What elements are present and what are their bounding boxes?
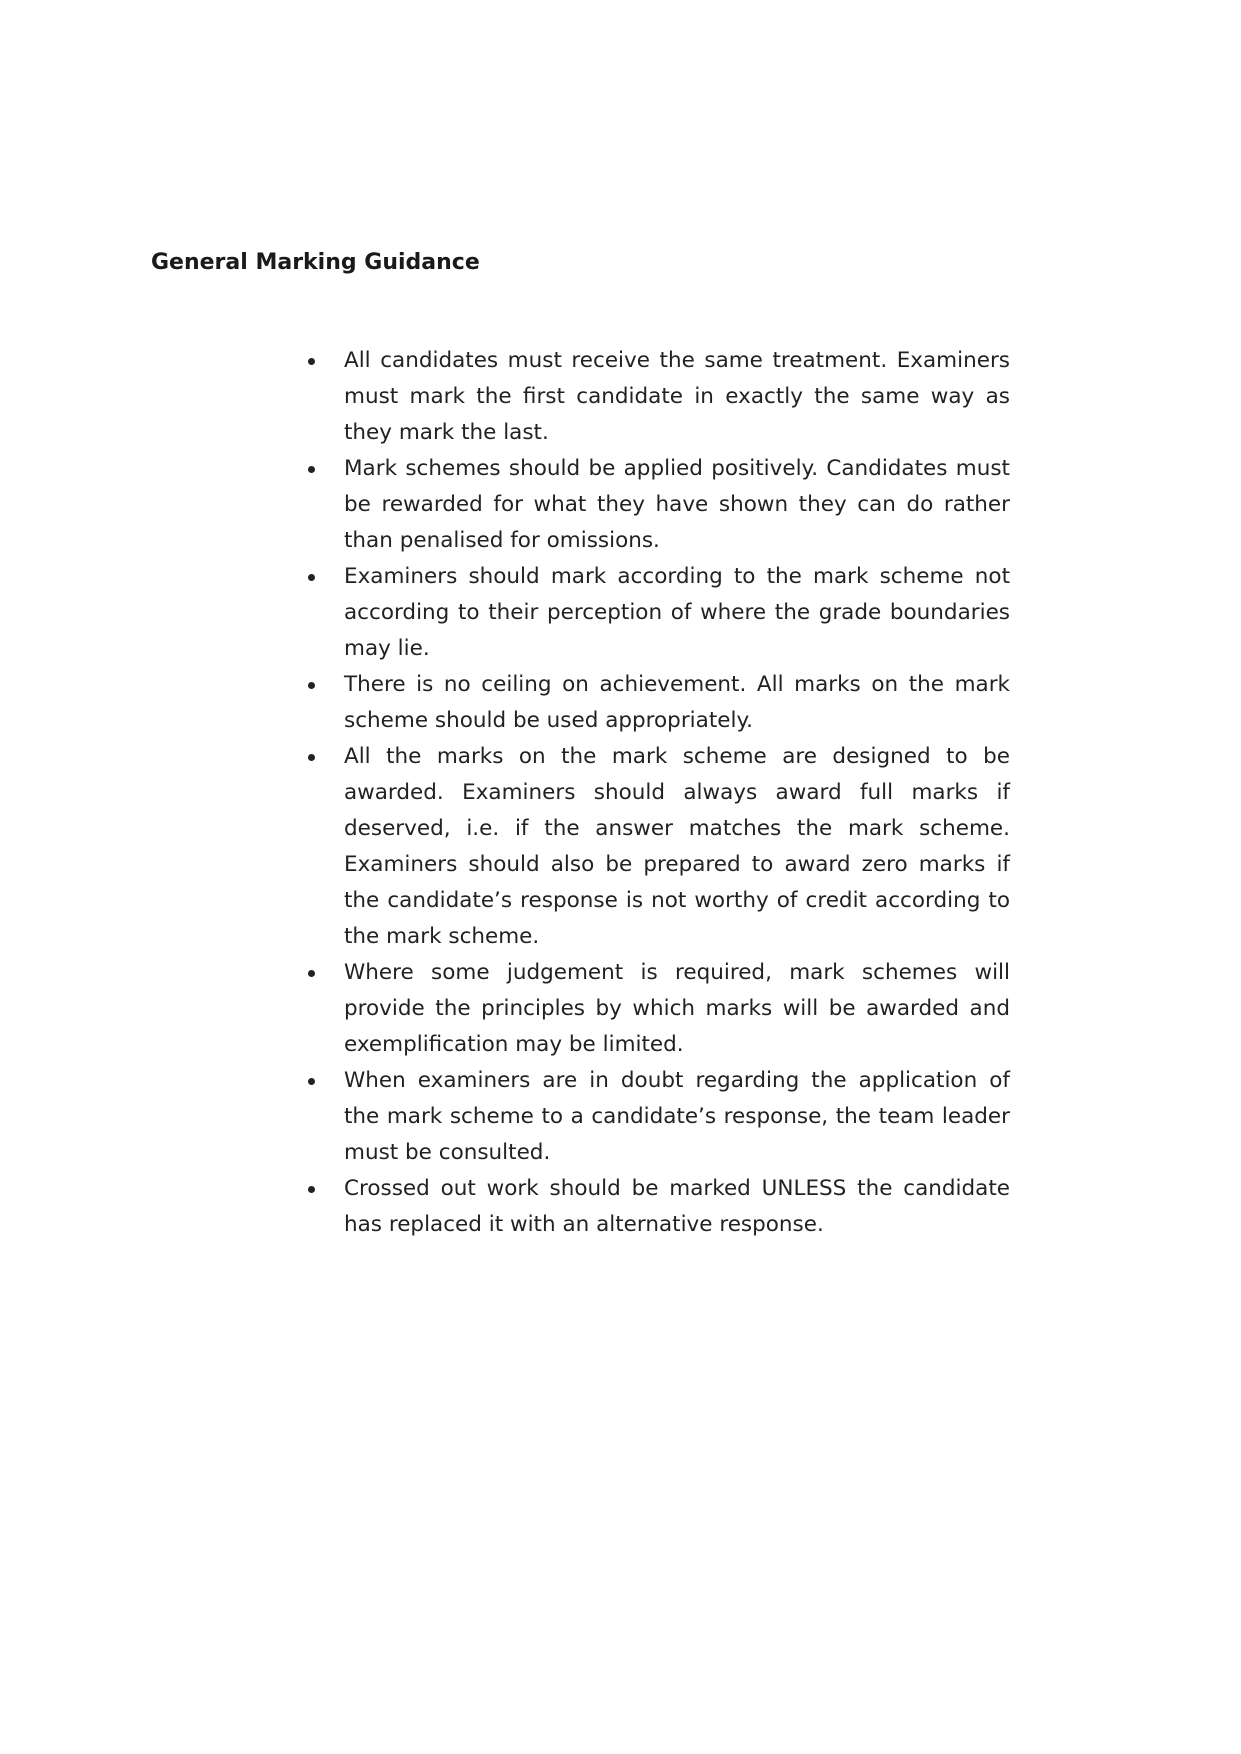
list-item-text: All candidates must receive the same treatment. Examiners must mark the first candidate in exactly the same way as they mark the last.	[344, 348, 1010, 445]
bullet-icon	[308, 358, 315, 365]
list-item	[308, 343, 1010, 451]
bullet-icon	[308, 970, 315, 977]
guidance-list	[308, 343, 1010, 1243]
list-item	[308, 1063, 1010, 1171]
bullet-icon	[308, 754, 315, 761]
list-item-text: Mark schemes should be applied positively. Candidates must be rewarded for what they have shown they can do rather than penalised for omissions.	[344, 456, 1010, 553]
list-item-text: All the marks on the mark scheme are designed to be awarded. Examiners should always award full marks if deserved, i.e. if the answer matches the mark scheme. Examiners should also be prepared to award zero marks if the candidate’s response is not worthy of credit according to the mark scheme.	[344, 744, 1010, 949]
list-item-text: When examiners are in doubt regarding the application of the mark scheme to a candidate’s response, the team leader must be consulted.	[344, 1068, 1010, 1165]
list-item	[308, 955, 1010, 1063]
list-item-text: Crossed out work should be marked UNLESS the candidate has replaced it with an alternative response.	[344, 1176, 1010, 1237]
list-item	[308, 1171, 1010, 1243]
page-title: General Marking Guidance	[151, 250, 480, 275]
bullet-icon	[308, 1186, 315, 1193]
bullet-icon	[308, 1078, 315, 1085]
list-item-text: Where some judgement is required, mark schemes will provide the principles by which marks will be awarded and exemplification may be limited.	[344, 960, 1010, 1057]
list-item	[308, 667, 1010, 739]
list-item	[308, 451, 1010, 559]
list-item-text: Examiners should mark according to the mark scheme not according to their perception of where the grade boundaries may lie.	[344, 564, 1010, 661]
list-item	[308, 559, 1010, 667]
list-item-text: There is no ceiling on achievement. All marks on the mark scheme should be used appropriately.	[344, 672, 1010, 733]
bullet-icon	[308, 466, 315, 473]
bullet-icon	[308, 574, 315, 581]
list-item	[308, 739, 1010, 955]
bullet-icon	[308, 682, 315, 689]
